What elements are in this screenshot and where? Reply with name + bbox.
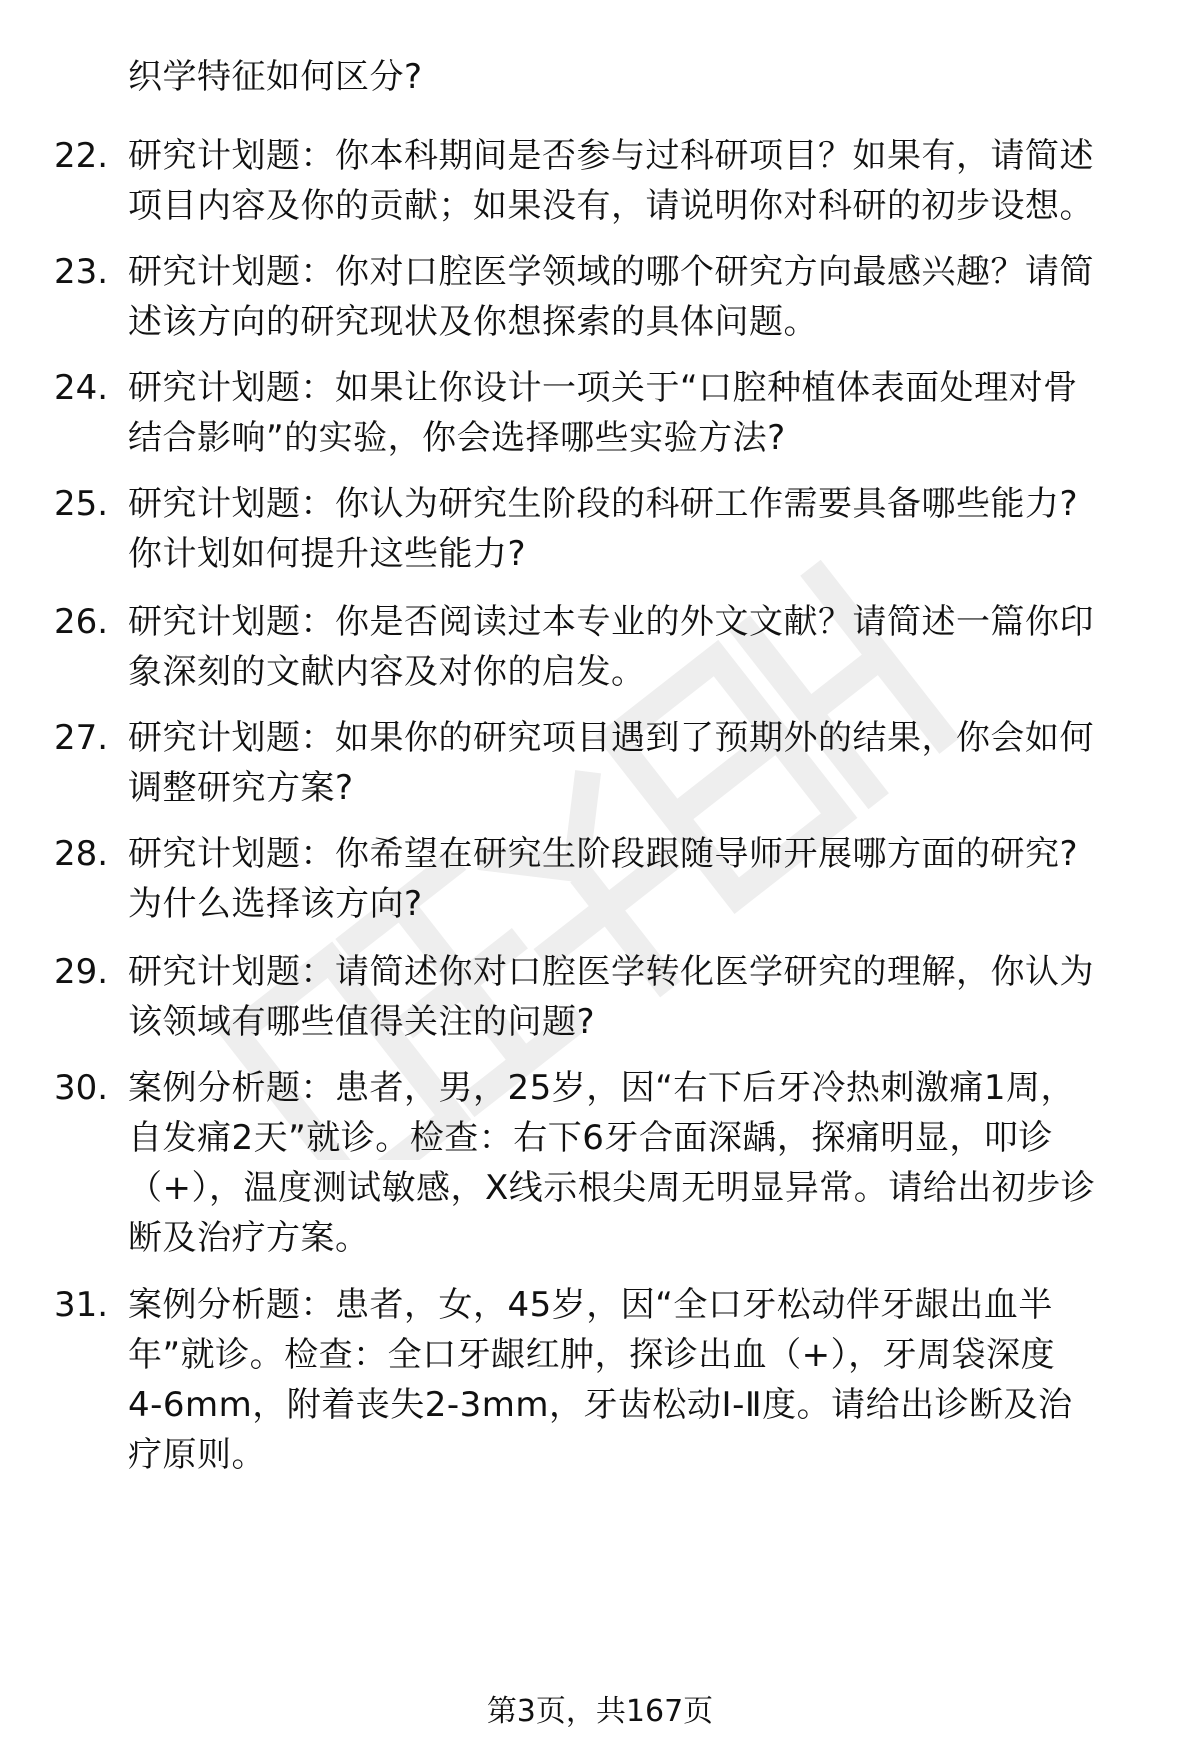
question-line: 4-6mm，附着丧失2-3mm，牙齿松动Ⅰ-Ⅱ度。请给出诊断及治 [128, 1385, 1073, 1425]
question-line: 研究计划题：如果你的研究项目遇到了预期外的结果，你会如何 [128, 718, 1094, 758]
question-text [128, 131, 1158, 231]
question-number: 27. [54, 718, 109, 758]
question-number: 30. [54, 1068, 109, 1108]
question-line: 自发痛2天”就诊。检查：右下6牙合面深龋，探痛明显，叩诊 [128, 1118, 1053, 1158]
question-line: 研究计划题：你认为研究生阶段的科研工作需要具备哪些能力? [128, 484, 1079, 524]
question-text [128, 829, 1158, 929]
question-line: 项目内容及你的贡献；如果没有，请说明你对科研的初步设想。 [128, 186, 1094, 226]
question-number: 29. [54, 952, 109, 992]
question-line: 结合影响”的实验，你会选择哪些实验方法? [128, 418, 786, 458]
question-line: 调整研究方案? [128, 768, 354, 808]
question-text [128, 479, 1158, 579]
question-number: 25. [54, 484, 109, 524]
question-line: 研究计划题：你对口腔医学领域的哪个研究方向最感兴趣？请简 [128, 252, 1094, 292]
question-line: 研究计划题：如果让你设计一项关于“口腔种植体表面处理对骨 [128, 368, 1078, 408]
question-number: 26. [54, 602, 109, 642]
question-line: 年”就诊。检查：全口牙龈红肿，探诊出血（+），牙周袋深度 [128, 1335, 1056, 1375]
question-text [128, 1280, 1158, 1480]
question-number: 28. [54, 834, 109, 874]
question-line: 断及治疗方案。 [128, 1218, 370, 1258]
question-line: 你计划如何提升这些能力? [128, 534, 527, 574]
question-text [128, 363, 1158, 463]
question-line: （+），温度测试敏感，X线示根尖周无明显异常。请给出初步诊 [128, 1168, 1096, 1208]
question-text [128, 597, 1158, 697]
question-line: 象深刻的文献内容及对你的启发。 [128, 652, 646, 692]
question-number: 22. [54, 136, 109, 176]
question-text [128, 947, 1158, 1047]
question-line: 研究计划题：你希望在研究生阶段跟随导师开展哪方面的研究? [128, 834, 1079, 874]
question-line: 案例分析题：患者，男，25岁，因“右下后牙冷热刺激痛1周， [128, 1068, 1076, 1108]
lead-line: 织学特征如何区分? [128, 57, 423, 97]
question-number: 23. [54, 252, 109, 292]
question-line: 述该方向的研究现状及你想探索的具体问题。 [128, 302, 818, 342]
question-text [128, 247, 1158, 347]
question-number: 31. [54, 1285, 109, 1325]
question-line: 研究计划题：请简述你对口腔医学转化医学研究的理解，你认为 [128, 952, 1094, 992]
question-number: 24. [54, 368, 109, 408]
question-line: 为什么选择该方向? [128, 884, 423, 924]
question-line: 疗原则。 [128, 1435, 266, 1475]
question-line: 案例分析题：患者，女，45岁，因“全口牙松动伴牙龈出血半 [128, 1285, 1053, 1325]
question-text [128, 713, 1158, 813]
question-text [128, 1063, 1158, 1263]
page-number-footer: 第3页，共167页 [486, 1694, 714, 1729]
question-line: 该领域有哪些值得关注的问题? [128, 1002, 596, 1042]
question-line: 研究计划题：你是否阅读过本专业的外文文献？请简述一篇你印 [128, 602, 1094, 642]
question-line: 研究计划题：你本科期间是否参与过科研项目？如果有，请简述 [128, 136, 1094, 176]
